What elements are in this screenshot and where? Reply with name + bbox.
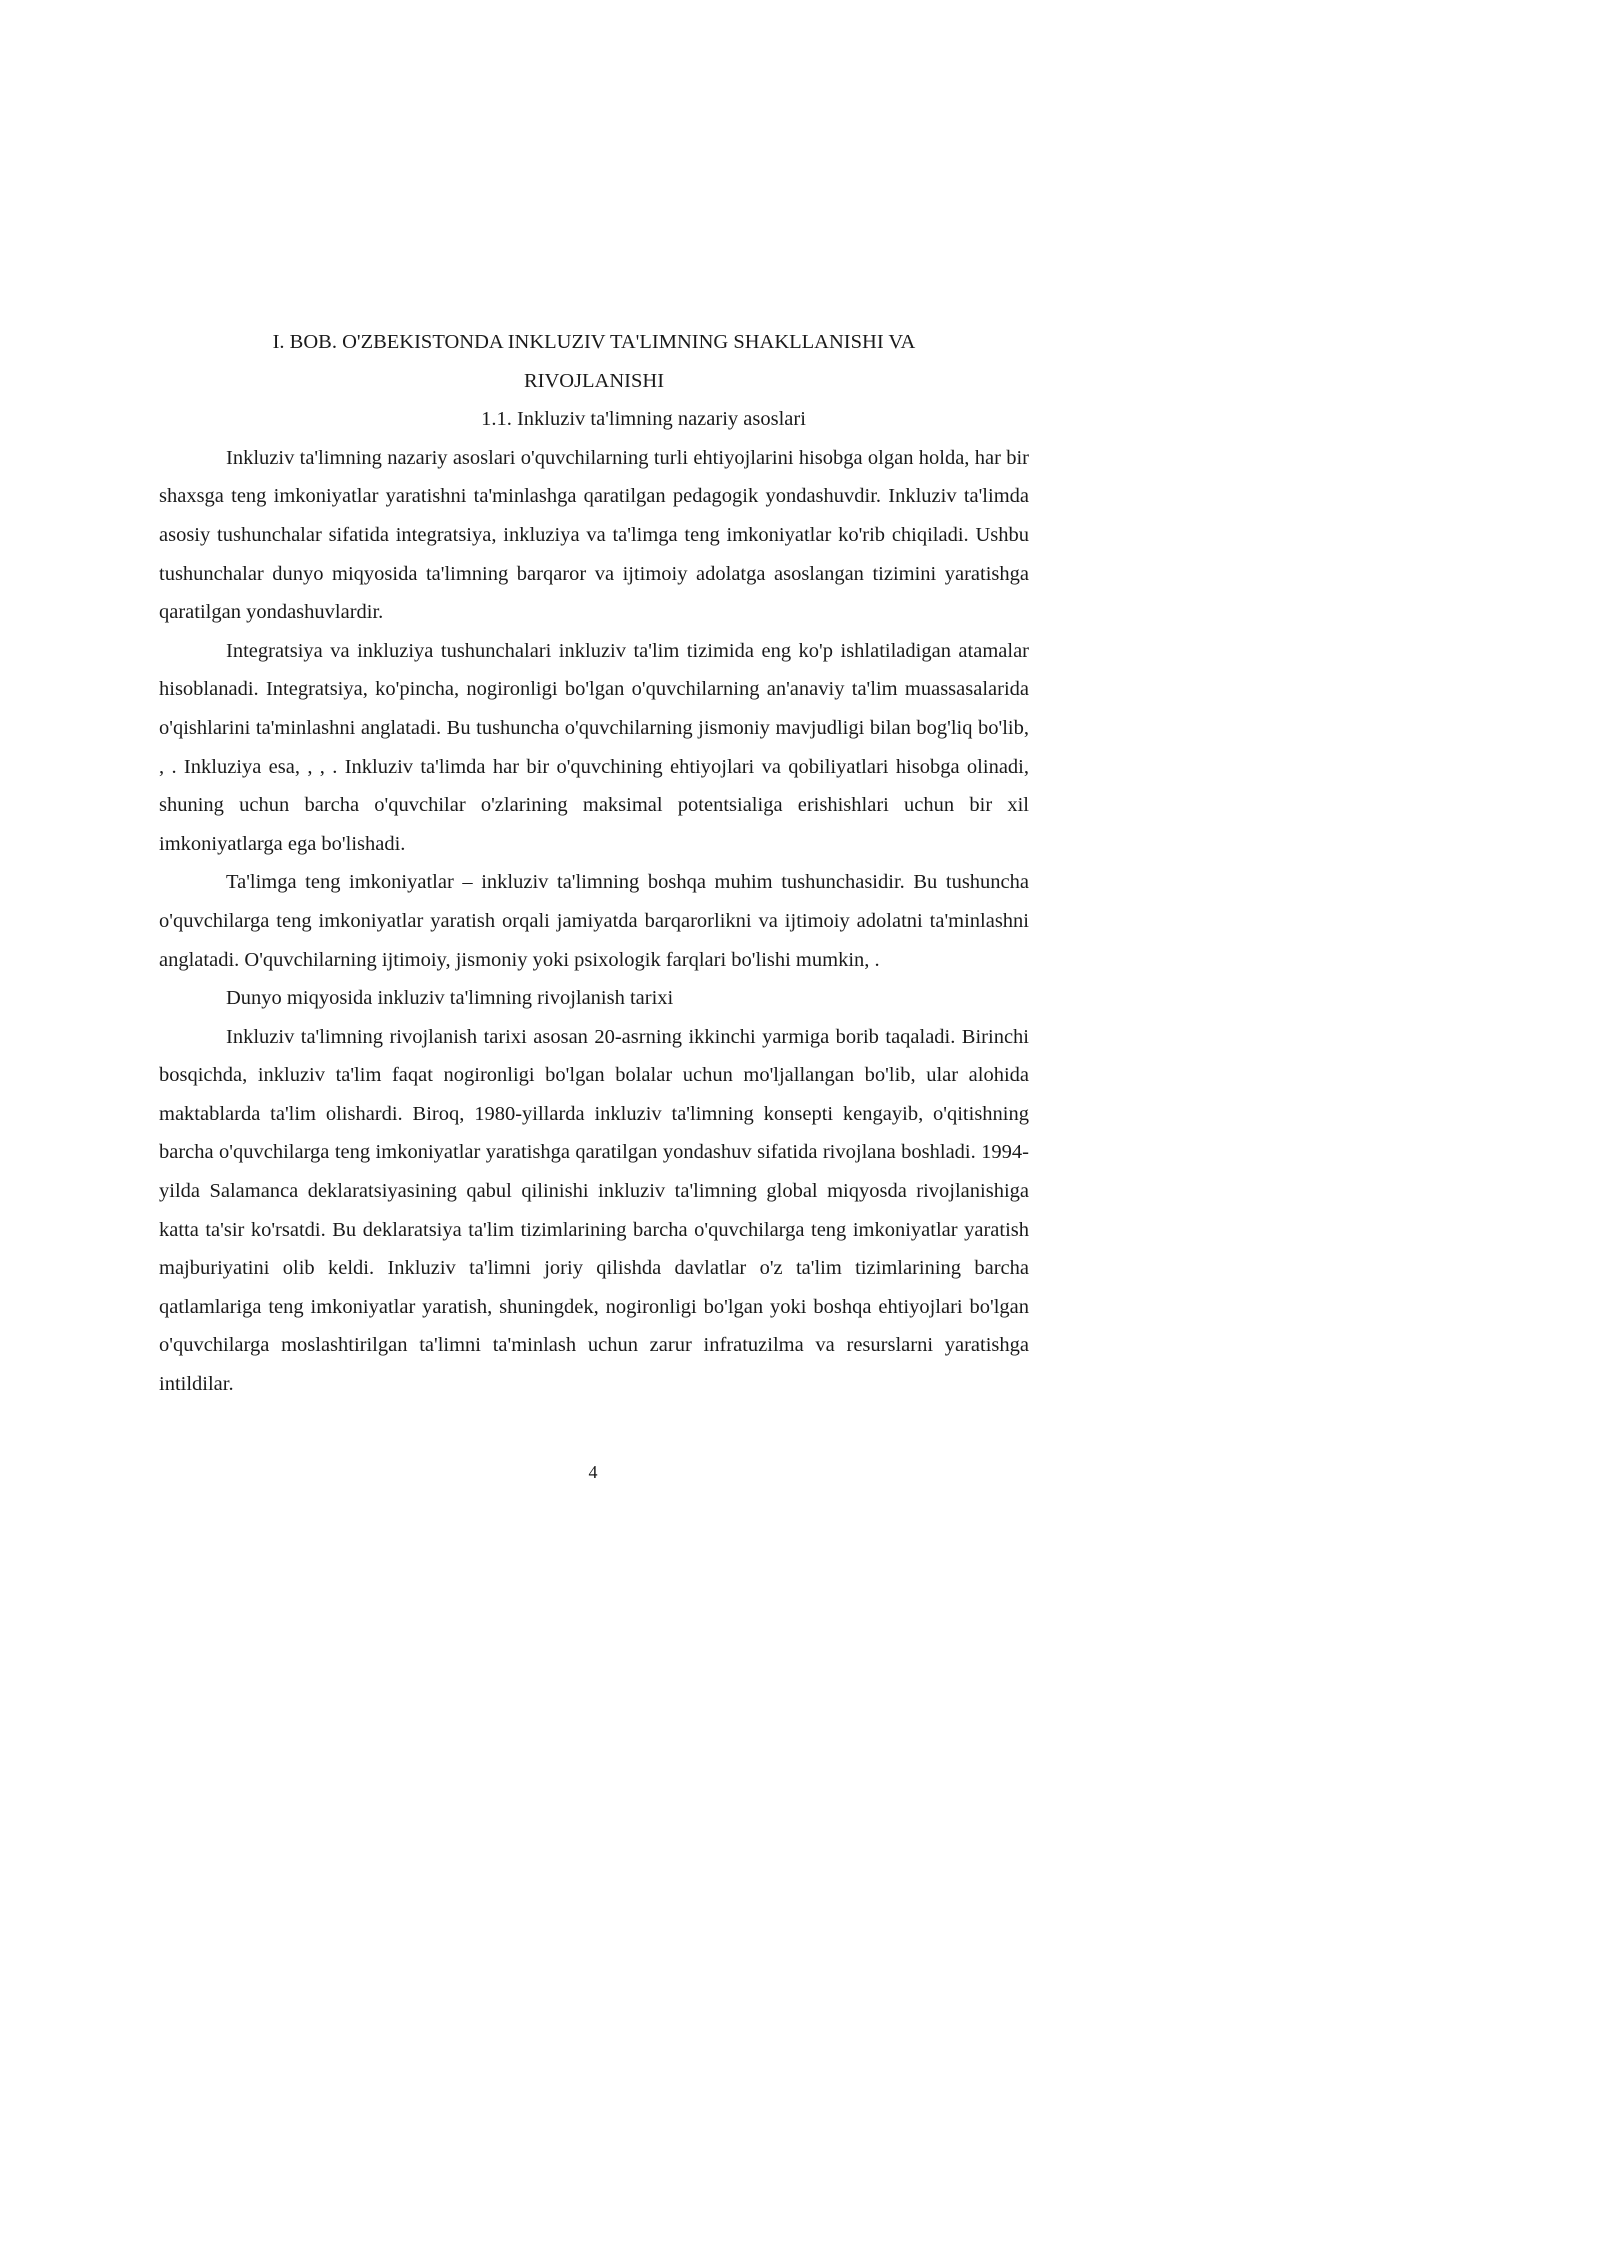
- page-content: [159, 323, 1029, 1404]
- paragraph-history: Inkluziv ta'limning rivojlanish tarixi asosan 20-asrning ikkinchi yarmiga borib taqaladi. Birinchi bosqichda, inkluziv ta'lim faqat nogironligi bo'lgan bolalar uchun mo'ljallangan bo'lib, ular alohida maktablarda ta'lim olishardi. Biroq, 1980-yillarda inkluziv ta'limning konsepti kengayib, o'qitishning barcha o'quvchilarga teng imkoniyatlar yaratishga qaratilgan yondashuv sifatida rivojlana boshladi. 1994-yilda Salamanca deklaratsiyasining qabul qilinishi inkluziv ta'limning global miqyosda rivojlanishiga katta ta'sir ko'rsatdi. Bu deklaratsiya ta'lim tizimlarining barcha o'quvchilarga teng imkoniyatlar yaratish majburiyatini olib keldi. Inkluziv ta'limni joriy qilishda davlatlar o'z ta'lim tizimlarining barcha qatlamlariga teng imkoniyatlar yaratish, shuningdek, nogironligi bo'lgan yoki boshqa ehtiyojlari bo'lgan o'quvchilarga moslashtirilgan ta'limni ta'minlash uchun zarur infratuzilma va resurslarni yaratishga intildilar.: [159, 1025, 1029, 1396]
- chapter-title: I. BOB. O'ZBEKISTONDA INKLUZIV TA'LIMNING SHAKLLANISHI VA RIVOJLANISHI: [272, 331, 916, 392]
- section-title: 1.1. Inkluziv ta'limning nazariy asoslari: [481, 408, 806, 431]
- subheading-history: Dunyo miqyosida inkluziv ta'limning rivojlanish tarixi: [226, 987, 674, 1010]
- page-number: 4: [588, 1462, 598, 1482]
- document-page: [0, 0, 1100, 1555]
- paragraph-equal-opportunities: Ta'limga teng imkoniyatlar – inkluziv ta'limning boshqa muhim tushunchasidir. Bu tushuncha o'quvchilarga teng imkoniyatlar yaratish orqali jamiyatda barqarorlikni va ijtimoiy adolatni ta'minlashni anglatadi. O'quvchilarning ijtimoiy, jismoniy yoki psixologik farqlari bo'lishi mumkin, .: [159, 871, 1029, 971]
- paragraph-integration: Integratsiya va inkluziya tushunchalari inkluziv ta'lim tizimida eng ko'p ishlatiladigan atamalar hisoblanadi. Integratsiya, ko'pincha, nogironligi bo'lgan o'quvchilarning an'anaviy ta'lim muassasalarida o'qishlarini ta'minlashni anglatadi. Bu tushuncha o'quvchilarning jismoniy mavjudligi bilan bog'liq bo'lib, , . Inkluziya esa, , , . Inkluziv ta'limda har bir o'quvchining ehtiyojlari va qobiliyatlari hisobga olinadi, shuning uchun barcha o'quvchilar o'zlarining maksimal potentsialiga erishishlari uchun bir xil imkoniyatlarga ega bo'lishadi.: [159, 639, 1029, 855]
- paragraph-theory: Inkluziv ta'limning nazariy asoslari o'quvchilarning turli ehtiyojlarini hisobga olgan holda, har bir shaxsga teng imkoniyatlar yaratishni ta'minlashga qaratilgan pedagogik yondashuvdir. Inkluziv ta'limda asosiy tushunchalar sifatida integratsiya, inkluziya va ta'limga teng imkoniyatlar ko'rib chiqiladi. Ushbu tushunchalar dunyo miqyosida ta'limning barqaror va ijtimoiy adolatga asoslangan tizimini yaratishga qaratilgan yondashuvlardir.: [159, 446, 1029, 624]
